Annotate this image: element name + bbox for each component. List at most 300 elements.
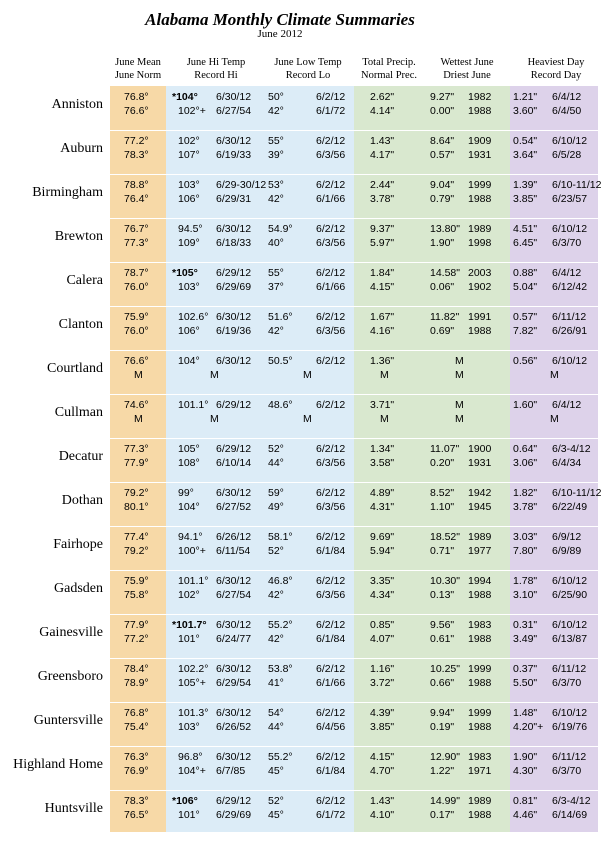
cell-dry-yr: 1988	[468, 721, 492, 733]
cell-heavy-date: 6/10/12	[552, 135, 588, 147]
cell-norm: 76.0°	[124, 325, 149, 337]
cell-heavy: 1.78"	[513, 575, 538, 587]
cell-norm: 77.9°	[124, 457, 149, 469]
cell-rec-hi: 101°	[178, 633, 200, 645]
cell-mean: 77.4°	[124, 531, 149, 543]
cell-dry: 1.90"	[430, 237, 455, 249]
cell-hi-date: 6/29/12	[216, 399, 252, 411]
cell-norm: 78.3°	[124, 149, 149, 161]
cell-rec-hi: 102°+	[178, 105, 206, 117]
cell-lo: 55.2°	[268, 751, 293, 763]
cell-rec-lo: 40°	[268, 237, 284, 249]
cell-heavy: 0.54"	[513, 135, 538, 147]
cell-rec-day-date: 6/9/89	[552, 545, 582, 557]
cell-rec-hi: 103°	[178, 721, 200, 733]
table-row	[0, 86, 606, 131]
cell-rec-hi: 106°	[178, 325, 200, 337]
cell-lo-date: 6/2/12	[316, 575, 346, 587]
cell-rec-day-date: 6/3/70	[552, 677, 582, 689]
cell-heavy: 0.56"	[513, 355, 538, 367]
cell-hi: 99°	[178, 487, 194, 499]
cell-rec-lo: 42°	[268, 325, 284, 337]
cell-dry: 0.69"	[430, 325, 455, 337]
cell-hi: 102°	[178, 135, 200, 147]
cell-norm: 77.3°	[124, 237, 149, 249]
cell-precip: 4.39"	[370, 707, 395, 719]
cell-norm-precip: 4.17"	[370, 149, 395, 161]
header-mean-line2: June Norm	[114, 70, 162, 81]
cell-rec-hi-date: 6/19/33	[216, 149, 252, 161]
cell-rec-day-date: 6/14/69	[552, 809, 588, 821]
cell-hi-date: 6/30/12	[216, 223, 252, 235]
cell-rec-hi-date: 6/27/52	[216, 501, 252, 513]
cell-rec-hi: 108°	[178, 457, 200, 469]
cell-dry-yr: 1931	[468, 149, 492, 161]
header-precip	[354, 56, 424, 82]
cell-precip: 4.89"	[370, 487, 395, 499]
cell-wet: 10.30"	[430, 575, 461, 587]
cell-lo: 54°	[268, 707, 284, 719]
cell-wet: 18.52"	[430, 531, 461, 543]
cell-heavy: 1.60"	[513, 399, 538, 411]
cell-mean: 74.6°	[124, 399, 149, 411]
cell-heavy-date: 6/10/12	[552, 355, 588, 367]
cell-wet: 9.04"	[430, 179, 455, 191]
cell-dry: 0.71"	[430, 545, 455, 557]
cell-wet-yr: 2003	[468, 267, 492, 279]
cell-norm-precip: 5.97"	[370, 237, 395, 249]
cell-rec-hi: 101°	[178, 809, 200, 821]
cell-dry-yr: 1988	[468, 193, 492, 205]
cell-hi-date: 6/30/12	[216, 575, 252, 587]
cell-wet: 11.07"	[430, 443, 460, 455]
cell-hi-date: 6/29/12	[216, 267, 252, 279]
cell-rec-lo-date: 6/1/84	[316, 633, 346, 645]
cell-heavy: 1.82"	[513, 487, 538, 499]
cell-hi-date: 6/30/12	[216, 135, 252, 147]
cell-rec-day-date: 6/3/70	[552, 765, 582, 777]
cell-hi-date: 6/26/12	[216, 531, 252, 543]
cell-norm: 76.5°	[124, 809, 149, 821]
cell-hi: 101.1°	[178, 575, 209, 587]
cell-wet-yr: 1989	[468, 223, 492, 235]
cell-norm: 79.2°	[124, 545, 149, 557]
city-name: Courtland	[47, 361, 103, 376]
cell-dry: 1.10"	[430, 501, 455, 513]
cell-norm: 75.8°	[124, 589, 149, 601]
table-row	[0, 526, 606, 571]
cell-precip: 1.43"	[370, 795, 395, 807]
cell-rec-hi: 109°	[178, 237, 200, 249]
cell-heavy-date: 6/10/12	[552, 707, 588, 719]
cell-heavy: 1.39"	[513, 179, 538, 191]
cell-lo: 54.9°	[268, 223, 293, 235]
cell-rec-day: 4.20"+	[513, 721, 544, 733]
cell-dry-yr: 1988	[468, 589, 492, 601]
page-title: Alabama Monthly Climate Summaries	[145, 10, 415, 29]
cell-heavy: 0.31"	[513, 619, 538, 631]
cell-rec-hi-date: 6/19/36	[216, 325, 252, 337]
cell-norm-precip: 3.85"	[370, 721, 395, 733]
cell-heavy-date: 6/4/12	[552, 267, 582, 279]
cell-dry: 0.57"	[430, 149, 455, 161]
cell-lo: 48.6°	[268, 399, 293, 411]
cell-mean: 78.8°	[124, 179, 149, 191]
cell-rec-lo-date: 6/1/66	[316, 677, 346, 689]
cell-wet-yr: 1982	[468, 91, 492, 103]
cell-rec-lo: 52°	[268, 545, 284, 557]
cell-dry-yr: 1902	[468, 281, 492, 293]
city-name: Decatur	[58, 449, 103, 464]
city-name: Gadsden	[54, 581, 103, 596]
table-row	[0, 350, 606, 395]
cell-dry-yr: 1988	[468, 105, 492, 117]
table-row	[0, 482, 606, 527]
cell-lo-date: 6/2/12	[316, 707, 346, 719]
cell-norm-precip: 4.31"	[370, 501, 395, 513]
table-row	[0, 746, 606, 791]
header-lo-line1: June Low Temp	[274, 57, 342, 68]
cell-lo-date: 6/2/12	[316, 135, 346, 147]
cell-norm-precip: 4.10"	[370, 809, 395, 821]
cell-rec-day: 4.30"	[513, 765, 538, 777]
cell-rec-lo: M	[303, 369, 312, 381]
cell-heavy-date: 6/4/12	[552, 399, 582, 411]
cell-lo: 51.6°	[268, 311, 293, 323]
cell-norm-precip: 3.58"	[370, 457, 395, 469]
cell-rec-hi-date: 6/29/69	[216, 809, 252, 821]
cell-rec-hi-date: 6/29/69	[216, 281, 252, 293]
cell-precip: 1.34"	[370, 443, 395, 455]
header-lo-line2: Record Lo	[285, 70, 331, 81]
cell-rec-lo-date: 6/3/56	[316, 237, 346, 249]
cell-hi: 101.1°	[178, 399, 209, 411]
cell-lo: 53°	[268, 179, 284, 191]
cell-rec-day: 3.85"	[513, 193, 538, 205]
header-hi-temp	[166, 56, 266, 82]
cell-norm: 76.9°	[124, 765, 149, 777]
cell-lo: 55.2°	[268, 619, 293, 631]
cell-rec-lo: 49°	[268, 501, 284, 513]
cell-hi-date: 6/30/12	[216, 663, 252, 675]
cell-wet-yr: 1994	[468, 575, 492, 587]
cell-rec-hi: 105°+	[178, 677, 206, 689]
cell-precip: 1.84"	[370, 267, 395, 279]
cell-rec-day: 3.06"	[513, 457, 538, 469]
cell-hi: 94.5°	[178, 223, 203, 235]
cell-dry-yr: 1931	[468, 457, 492, 469]
cell-hi: 101.3°	[178, 707, 209, 719]
cell-wet: 10.25"	[430, 663, 461, 675]
table-row	[0, 262, 606, 307]
cell-wet: 8.52"	[430, 487, 455, 499]
cell-rec-lo-date: 6/3/56	[316, 457, 346, 469]
cell-rec-hi-date: 6/29/54	[216, 677, 252, 689]
cell-rec-day-date: 6/22/49	[552, 501, 588, 513]
cell-rec-day: M	[550, 369, 559, 381]
cell-lo-date: 6/2/12	[316, 531, 346, 543]
cell-dry: 0.17"	[430, 809, 455, 821]
cell-rec-day: 3.64"	[513, 149, 538, 161]
cell-lo: 59°	[268, 487, 284, 499]
cell-rec-hi: 104°+	[178, 765, 206, 777]
cell-heavy-date: 6/10-11/12	[552, 487, 602, 499]
city-name: Dothan	[61, 493, 103, 508]
cell-lo-date: 6/2/12	[316, 179, 346, 191]
cell-rec-lo-date: 6/1/66	[316, 193, 346, 205]
cell-rec-day-date: 6/4/50	[552, 105, 582, 117]
cell-rec-hi-date: 6/27/54	[216, 589, 252, 601]
cell-rec-hi-date: 6/24/77	[216, 633, 252, 645]
cell-wet: 12.90"	[430, 751, 461, 763]
cell-lo-date: 6/2/12	[316, 443, 346, 455]
cell-wet-yr: 1989	[468, 531, 492, 543]
cell-rec-hi: 107°	[178, 149, 200, 161]
cell-rec-day-date: 6/5/28	[552, 149, 582, 161]
cell-norm: M	[134, 369, 143, 381]
cell-hi-date: 6/29/12	[216, 795, 252, 807]
city-name: Anniston	[51, 97, 103, 112]
cell-dry-yr: 1998	[468, 237, 492, 249]
cell-dry-yr: 1945	[468, 501, 492, 513]
header-lo-temp	[262, 56, 354, 82]
cell-rec-day-date: 6/13/87	[552, 633, 588, 645]
cell-heavy: 0.57"	[513, 311, 538, 323]
cell-precip: 1.43"	[370, 135, 395, 147]
table-row	[0, 438, 606, 483]
cell-rec-day: 5.50"	[513, 677, 538, 689]
cell-heavy: 0.88"	[513, 267, 538, 279]
table-row	[0, 394, 606, 439]
cell-lo-date: 6/2/12	[316, 223, 346, 235]
header-heavy-line2: Record Day	[530, 70, 582, 81]
cell-rec-lo-date: 6/1/66	[316, 281, 346, 293]
cell-precip: 2.44"	[370, 179, 395, 191]
cell-hi: 104°	[178, 355, 200, 367]
cell-rec-lo: 44°	[268, 721, 284, 733]
cell-precip: 1.16"	[370, 663, 395, 675]
cell-norm: 76.0°	[124, 281, 149, 293]
city-name: Brewton	[54, 229, 103, 244]
cell-rec-day: 4.46"	[513, 809, 538, 821]
cell-mean: 76.8°	[124, 91, 149, 103]
header-wet-line1: Wettest June	[440, 57, 494, 68]
cell-lo-date: 6/2/12	[316, 663, 346, 675]
cell-norm: 77.2°	[124, 633, 149, 645]
cell-rec-hi: 106°	[178, 193, 200, 205]
cell-heavy: 0.37"	[513, 663, 538, 675]
cell-mean: 77.3°	[124, 443, 149, 455]
table-row	[0, 702, 606, 747]
cell-lo-date: 6/2/12	[316, 619, 346, 631]
cell-norm-precip: 4.70"	[370, 765, 395, 777]
cell-rec-day: 6.45"	[513, 237, 538, 249]
cell-dry-yr: 1988	[468, 809, 492, 821]
cell-mean: 76.7°	[124, 223, 149, 235]
cell-rec-day-date: 6/25/90	[552, 589, 588, 601]
cell-lo: 46.8°	[268, 575, 293, 587]
cell-rec-lo: 42°	[268, 633, 284, 645]
cell-heavy-date: 6/10/12	[552, 223, 588, 235]
cell-mean: 75.9°	[124, 575, 149, 587]
cell-rec-day-date: 6/26/91	[552, 325, 588, 337]
cell-norm: 78.9°	[124, 677, 149, 689]
cell-rec-hi: 100°+	[178, 545, 206, 557]
cell-norm-precip: M	[380, 413, 389, 425]
table-row	[0, 658, 606, 703]
cell-lo-date: 6/2/12	[316, 267, 346, 279]
cell-rec-hi: 103°	[178, 281, 200, 293]
cell-mean: 76.3°	[124, 751, 149, 763]
cell-hi-date: 6/30/12	[216, 311, 252, 323]
cell-wet-yr: 1983	[468, 751, 492, 763]
cell-hi-date: 6/30/12	[216, 751, 252, 763]
cell-hi-date: 6/29/12	[216, 443, 252, 455]
cell-mean: 75.9°	[124, 311, 149, 323]
cell-rec-lo-date: 6/3/56	[316, 325, 346, 337]
city-name: Highland Home	[13, 757, 103, 772]
cell-rec-day-date: 6/12/42	[552, 281, 588, 293]
cell-norm-precip: 4.07"	[370, 633, 395, 645]
cell-dry-yr: 1988	[468, 633, 492, 645]
cell-lo: 52°	[268, 443, 284, 455]
row-divider	[110, 834, 598, 835]
cell-rec-lo: 37°	[268, 281, 284, 293]
cell-norm-precip: 4.34"	[370, 589, 395, 601]
cell-rec-hi-date: 6/10/14	[216, 457, 252, 469]
header-wet-line2: Driest June	[443, 70, 491, 81]
cell-norm-precip: M	[380, 369, 389, 381]
table-row	[0, 174, 606, 219]
cell-precip: 3.71"	[370, 399, 395, 411]
cell-dry-yr: 1971	[468, 765, 492, 777]
cell-wet-yr: 1999	[468, 707, 492, 719]
cell-heavy-date: 6/4/12	[552, 91, 582, 103]
cell-hi: *101.7°	[172, 619, 207, 631]
cell-precip: 9.37"	[370, 223, 395, 235]
cell-norm-precip: 4.14"	[370, 105, 395, 117]
cell-hi-date: 6/30/12	[216, 91, 252, 103]
cell-dry: 0.13"	[430, 589, 455, 601]
cell-rec-lo: 39°	[268, 149, 284, 161]
cell-dry: 0.00"	[430, 105, 455, 117]
cell-wet: 8.64"	[430, 135, 455, 147]
cell-rec-day: 7.80"	[513, 545, 538, 557]
cell-rec-hi-date: 6/7/85	[216, 765, 246, 777]
cell-rec-hi: M	[210, 369, 219, 381]
cell-dry: 0.79"	[430, 193, 455, 205]
cell-rec-lo: 42°	[268, 193, 284, 205]
header-hi-line1: June Hi Temp	[186, 57, 246, 68]
table-row	[0, 570, 606, 615]
city-name: Guntersville	[33, 713, 103, 728]
cell-rec-day: 3.78"	[513, 501, 538, 513]
cell-heavy: 4.51"	[513, 223, 538, 235]
city-name: Cullman	[54, 405, 103, 420]
cell-rec-day-date: 6/3/70	[552, 237, 582, 249]
table-row	[0, 218, 606, 263]
cell-precip: 0.85"	[370, 619, 395, 631]
cell-rec-day: M	[550, 413, 559, 425]
cell-norm-precip: 4.15"	[370, 281, 395, 293]
cell-lo-date: 6/2/12	[316, 311, 346, 323]
cell-wet: 9.94"	[430, 707, 455, 719]
cell-wet-yr: 1900	[468, 443, 492, 455]
cell-rec-hi: M	[210, 413, 219, 425]
cell-rec-day: 7.82"	[513, 325, 538, 337]
cell-norm-precip: 3.78"	[370, 193, 395, 205]
header-hi-line2: Record Hi	[194, 70, 238, 81]
cell-precip: 9.69"	[370, 531, 395, 543]
cell-precip: 3.35"	[370, 575, 395, 587]
cell-precip: 2.62"	[370, 91, 395, 103]
cell-dry: 0.20"	[430, 457, 455, 469]
cell-heavy-date: 6/3-4/12	[552, 795, 591, 807]
cell-rec-lo: 44°	[268, 457, 284, 469]
cell-dry: 0.06"	[430, 281, 455, 293]
cell-rec-hi: 102°	[178, 589, 200, 601]
cell-lo-date: 6/2/12	[316, 795, 346, 807]
city-name: Fairhope	[53, 537, 103, 552]
cell-rec-lo: 41°	[268, 677, 284, 689]
cell-norm-precip: 5.94"	[370, 545, 395, 557]
cell-wet-yr: 1991	[468, 311, 492, 323]
cell-dry-yr: 1988	[468, 325, 492, 337]
cell-mean: 76.6°	[124, 355, 149, 367]
cell-hi: 103°	[178, 179, 200, 191]
city-name: Clanton	[58, 317, 103, 332]
cell-mean: 77.2°	[124, 135, 149, 147]
cell-hi: 96.8°	[178, 751, 203, 763]
cell-rec-hi-date: 6/26/52	[216, 721, 252, 733]
cell-rec-day-date: 6/19/76	[552, 721, 588, 733]
cell-heavy: 3.03"	[513, 531, 538, 543]
cell-rec-day: 5.04"	[513, 281, 538, 293]
cell-wet-yr: 1999	[468, 179, 492, 191]
cell-norm: 76.6°	[124, 105, 149, 117]
cell-hi: 105°	[178, 443, 200, 455]
cell-norm-precip: 4.16"	[370, 325, 395, 337]
city-name: Huntsville	[44, 801, 103, 816]
header-precip-line1: Total Precip.	[362, 57, 416, 68]
cell-rec-lo-date: 6/4/56	[316, 721, 346, 733]
cell-hi: *104°	[172, 91, 198, 103]
cell-rec-lo-date: 6/1/84	[316, 765, 346, 777]
cell-wet: M	[455, 355, 464, 367]
cell-rec-lo: 45°	[268, 809, 284, 821]
cell-norm: M	[134, 413, 143, 425]
cell-heavy-date: 6/10/12	[552, 619, 588, 631]
cell-dry: 0.61"	[430, 633, 455, 645]
cell-hi: 94.1°	[178, 531, 203, 543]
cell-lo: 55°	[268, 135, 284, 147]
cell-lo-date: 6/2/12	[316, 751, 346, 763]
table-row	[0, 790, 606, 835]
cell-heavy: 0.64"	[513, 443, 538, 455]
cell-rec-lo: M	[303, 413, 312, 425]
cell-precip: 1.67"	[370, 311, 395, 323]
cell-hi-date: 6/30/12	[216, 619, 252, 631]
cell-rec-lo-date: 6/3/56	[316, 501, 346, 513]
cell-lo: 50.5°	[268, 355, 293, 367]
cell-wet-yr: 1942	[468, 487, 492, 499]
cell-lo-date: 6/2/12	[316, 355, 346, 367]
cell-hi-date: 6/30/12	[216, 707, 252, 719]
cell-mean: 79.2°	[124, 487, 149, 499]
cell-dry: M	[455, 413, 464, 425]
cell-rec-day: 3.10"	[513, 589, 538, 601]
cell-rec-lo: 42°	[268, 589, 284, 601]
